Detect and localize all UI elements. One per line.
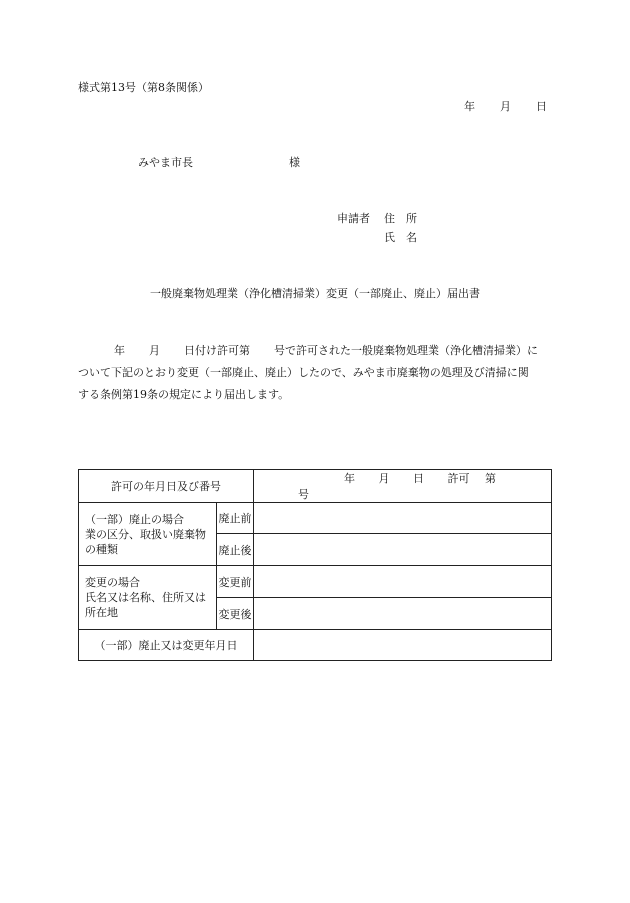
body-paragraph <box>78 340 552 406</box>
permit-month-label: 月 <box>378 472 390 485</box>
abolition-case-label <box>79 503 217 566</box>
body-day-permit: 日付け許可第 <box>184 344 250 357</box>
abolition-after-label: 廃止後 <box>217 534 254 566</box>
notification-table <box>78 469 552 661</box>
applicant-name-label: 氏 名 <box>384 231 417 244</box>
applicant-address-label: 住 所 <box>384 212 417 225</box>
abolition-before-field[interactable] <box>254 503 552 534</box>
applicant-role: 申請者 <box>337 212 370 225</box>
abolition-change-date-field[interactable] <box>254 630 552 661</box>
change-after-label: 変更後 <box>217 598 254 630</box>
change-before-label: 変更前 <box>217 566 254 598</box>
table-row <box>79 630 552 661</box>
abolition-label-line-3: の種類 <box>85 542 118 556</box>
date-year-label: 年 <box>464 100 475 113</box>
permit-date-number-label: 許可の年月日及び番号 <box>79 470 254 503</box>
table-row <box>79 566 552 598</box>
body-line-1 <box>78 340 552 362</box>
date-day-label: 日 <box>536 100 547 113</box>
body-year: 年 <box>114 344 125 357</box>
abolition-after-field[interactable] <box>254 534 552 566</box>
body-line-1-rest: 号で許可された一般廃棄物処理業（浄化槽清掃業）に <box>274 344 538 357</box>
permit-day-label: 日 <box>413 472 424 485</box>
permit-date-number-value[interactable] <box>254 470 552 503</box>
abolition-before-label: 廃止前 <box>217 503 254 534</box>
permit-year-label: 年 <box>344 472 355 485</box>
addressee-name: みやま市長 <box>138 156 193 169</box>
change-case-label <box>79 566 217 630</box>
change-label-line-2: 氏名又は名称、住所又は <box>85 591 206 604</box>
abolition-change-date-label: （一部）廃止又は変更年月日 <box>79 630 254 661</box>
body-line-2: ついて下記のとおり変更（一部廃止、廃止）したので、みやま市廃棄物の処理及び清掃に関 <box>78 366 529 379</box>
form-number: 様式第13号（第8条関係） <box>78 81 209 94</box>
change-label-line-1: 変更の場合 <box>85 576 140 589</box>
addressee-honorific: 様 <box>289 156 300 169</box>
change-label-line-3: 所在地 <box>85 606 118 619</box>
body-line-3: する条例第19条の規定により届出します。 <box>78 388 290 401</box>
abolition-label-line-1: （一部）廃止の場合 <box>85 512 184 526</box>
change-after-field[interactable] <box>254 598 552 630</box>
permit-number-prefix: 第 <box>485 472 496 485</box>
permit-label: 許可 <box>447 472 470 485</box>
body-month: 月 <box>149 344 160 357</box>
permit-number-suffix: 号 <box>298 488 309 501</box>
document-title: 一般廃棄物処理業（浄化槽清掃業）変更（一部廃止、廃止）届出書 <box>150 287 480 300</box>
abolition-label-line-2: 業の区分、取扱い廃棄物 <box>85 527 206 541</box>
table-row <box>79 470 552 503</box>
table-row <box>79 503 552 534</box>
change-before-field[interactable] <box>254 566 552 598</box>
date-month-label: 月 <box>500 100 511 113</box>
